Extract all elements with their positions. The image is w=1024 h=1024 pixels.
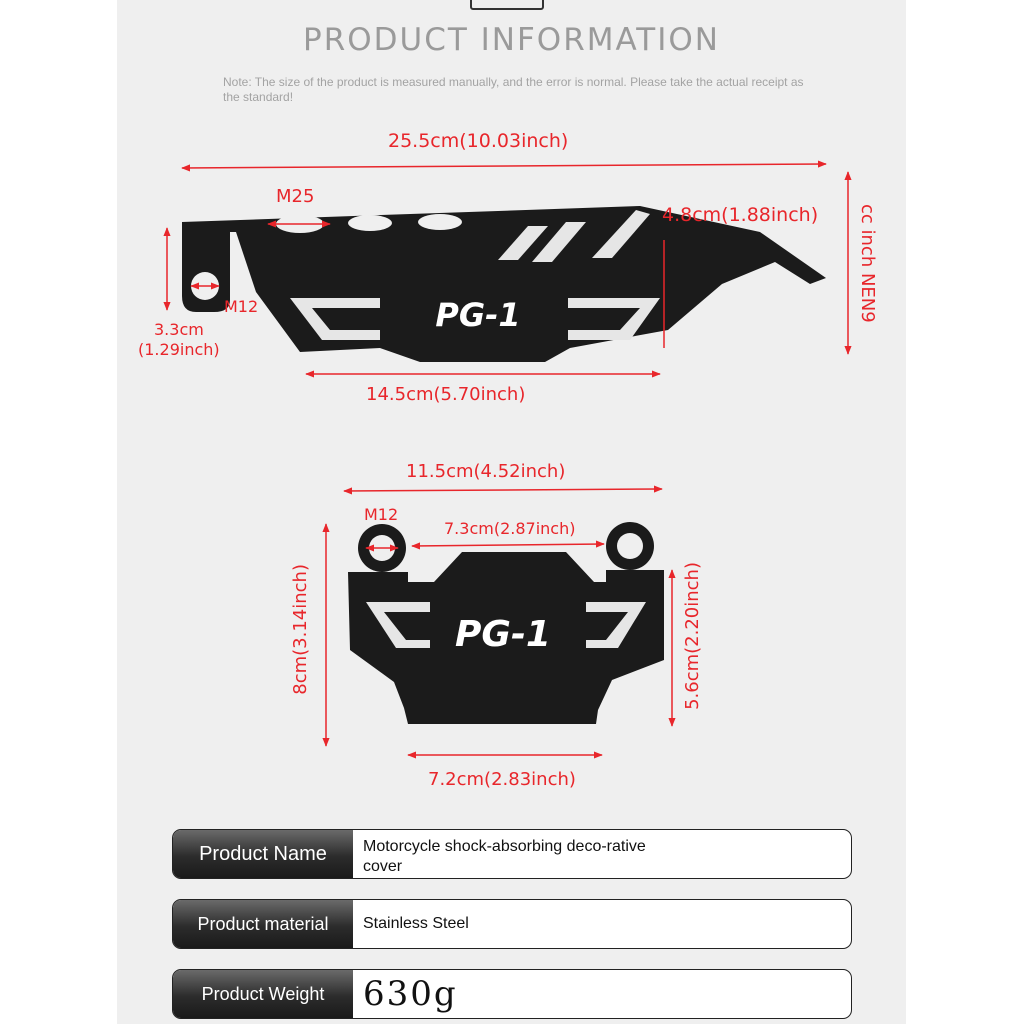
bottom-overall-width-label: 11.5cm(4.52inch) [406, 461, 566, 482]
top-overall-width-label: 25.5cm(10.03inch) [388, 130, 569, 152]
bracket-height-cm-label: 3.3cm [154, 320, 204, 339]
hole-spacing-label: 7.3cm(2.87inch) [444, 519, 576, 538]
top-m12-label: M12 [224, 297, 259, 316]
top-width-line [182, 164, 826, 168]
bottom-m12-label: M12 [364, 505, 399, 524]
spec-value: Motorcycle shock-absorbing deco-rative cover [363, 837, 646, 875]
top-cover-part [182, 206, 826, 362]
top-right-height-label: 4.8cm(1.88inch) [662, 204, 819, 226]
top-bottom-width-label: 14.5cm(5.70inch) [366, 384, 526, 405]
spec-row-product-name [172, 829, 852, 879]
bottom-base-width-label: 7.2cm(2.83inch) [428, 769, 576, 790]
bottom-width-line [344, 489, 662, 491]
bracket-height-inch-label: (1.29inch) [138, 340, 220, 359]
side-vertical-label: cc inch NEN9 [857, 204, 878, 323]
bottom-right-height-label: 5.6cm(2.20inch) [682, 562, 703, 710]
bottom-part-logo: PG-1 [455, 614, 551, 655]
spec-value: 630g [363, 974, 458, 1014]
spec-value: Stainless Steel [363, 915, 469, 932]
measurement-note: Note: The size of the product is measured manually, and the error is normal. Please take the actual receipt as the standard! [223, 75, 804, 104]
spec-row-product-material [172, 899, 852, 949]
spec-label: Product Name [173, 830, 353, 878]
page-title: PRODUCT INFORMATION [303, 22, 720, 58]
hole-spacing-line [412, 544, 604, 546]
spec-label: Product Weight [173, 970, 353, 1018]
spec-value-cell [363, 830, 843, 878]
spec-row-product-weight [172, 969, 852, 1019]
bottom-left-height-label: 8cm(3.14inch) [290, 564, 311, 695]
m25-label: M25 [276, 186, 315, 207]
spec-label: Product material [173, 900, 353, 948]
top-part-logo: PG-1 [435, 296, 521, 334]
